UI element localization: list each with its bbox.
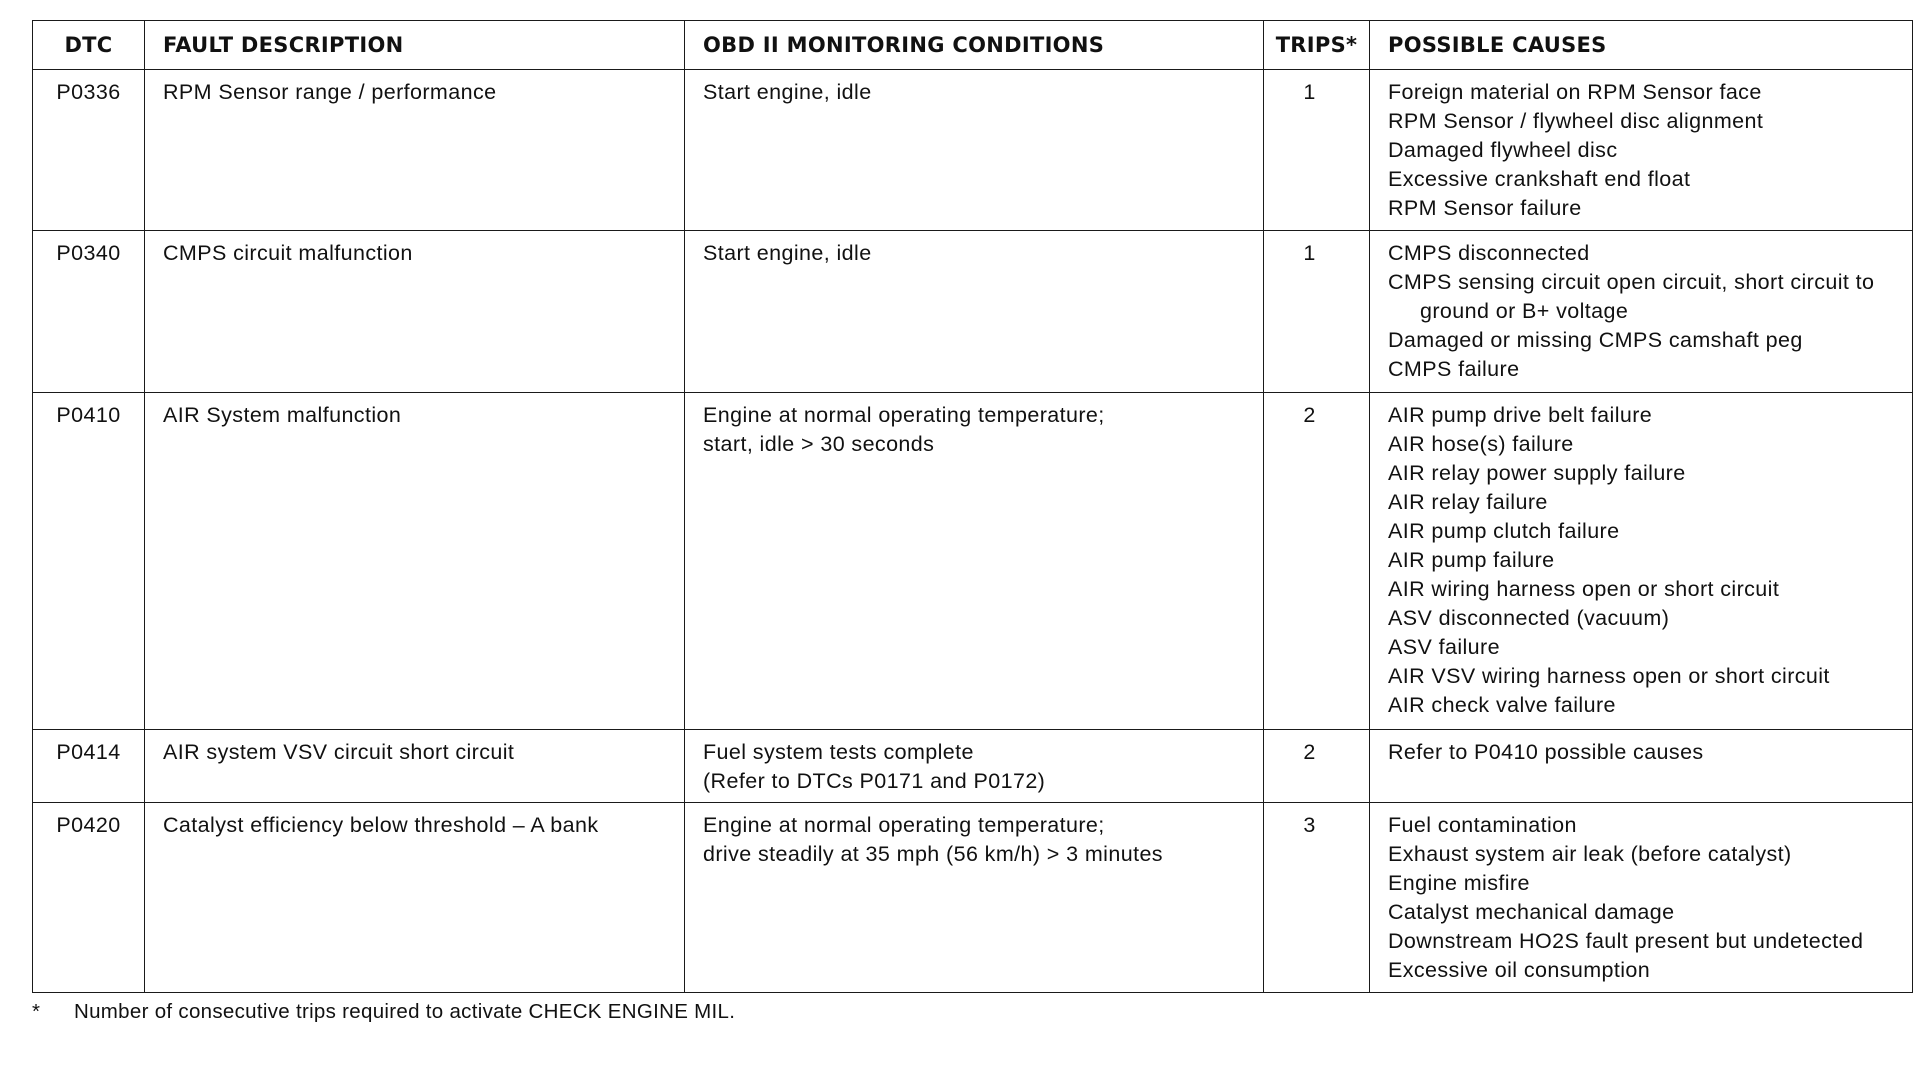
possible-causes-cell [1370,393,1913,730]
dtc-code-cell [33,730,145,803]
possible-cause-item: RPM Sensor failure [1388,196,1582,220]
fault-description-cell [145,231,685,393]
possible-causes-cell [1370,70,1913,231]
possible-cause-item: Damaged flywheel disc [1388,138,1618,162]
possible-cause-item: Excessive crankshaft end float [1388,167,1691,191]
header-trips: TRIPS* [1264,21,1370,70]
trips-count: 1 [1303,80,1316,104]
possible-cause-item: CMPS failure [1388,357,1520,381]
possible-cause-item: RPM Sensor / flywheel disc alignment [1388,109,1764,133]
dtc-code-cell [33,803,145,993]
possible-cause-item: CMPS disconnected [1388,241,1590,265]
fault-description-cell [145,393,685,730]
table-header-row [33,21,1913,70]
possible-cause-item: Fuel contamination [1388,813,1577,837]
header-possible-causes: POSSIBLE CAUSES [1370,21,1913,70]
table-body [33,70,1913,993]
monitoring-conditions-cell [685,730,1264,803]
fault-description: AIR System malfunction [163,403,402,427]
monitoring-condition-line: Fuel system tests complete [703,740,974,764]
trips-count: 3 [1303,813,1316,837]
possible-causes-cell [1370,231,1913,393]
possible-cause-item: AIR check valve failure [1388,693,1616,717]
possible-cause-item: Downstream HO2S fault present but undetected [1388,929,1864,953]
possible-cause-item: CMPS sensing circuit open circuit, short circuit to ground or B+ voltage [1388,270,1875,323]
possible-cause-item: Engine misfire [1388,871,1530,895]
table-row [33,70,1913,231]
monitoring-conditions-cell [685,231,1264,393]
trips-cell [1264,393,1370,730]
table-row [33,730,1913,803]
header-dtc: DTC [33,21,145,70]
fault-description-cell [145,70,685,231]
possible-cause-item: AIR VSV wiring harness open or short circuit [1388,664,1830,688]
possible-cause-item: Foreign material on RPM Sensor face [1388,80,1762,104]
monitoring-condition-line: drive steadily at 35 mph (56 km/h) > 3 minutes [703,842,1163,866]
possible-causes-cell [1370,730,1913,803]
possible-cause-item: AIR pump failure [1388,548,1555,572]
dtc-table [32,20,1913,993]
dtc-code-cell [33,70,145,231]
possible-cause-item: AIR pump clutch failure [1388,519,1620,543]
possible-cause-item: AIR pump drive belt failure [1388,403,1653,427]
fault-description: AIR system VSV circuit short circuit [163,740,515,764]
footnote [32,1000,735,1024]
dtc-code-cell [33,231,145,393]
fault-description: RPM Sensor range / performance [163,80,497,104]
header-fault-description: FAULT DESCRIPTION [145,21,685,70]
monitoring-conditions-cell [685,70,1264,231]
possible-cause-item: ASV failure [1388,635,1500,659]
trips-count: 2 [1303,740,1316,764]
table-row [33,393,1913,730]
trips-cell [1264,231,1370,393]
dtc-code: P0414 [56,740,121,764]
dtc-code: P0336 [56,80,121,104]
trips-cell [1264,803,1370,993]
dtc-document [32,20,1912,993]
possible-cause-item: AIR wiring harness open or short circuit [1388,577,1780,601]
fault-description-cell [145,803,685,993]
possible-cause-item: AIR hose(s) failure [1388,432,1574,456]
monitoring-condition-line: Start engine, idle [703,80,872,104]
trips-cell [1264,730,1370,803]
footnote-mark: * [32,1000,41,1023]
footnote-text: Number of consecutive trips required to activate CHECK ENGINE MIL. [74,1000,736,1023]
possible-cause-item: AIR relay power supply failure [1388,461,1686,485]
dtc-code: P0420 [56,813,121,837]
possible-causes-cell [1370,803,1913,993]
table-row [33,231,1913,393]
monitoring-conditions-cell [685,393,1264,730]
monitoring-condition-line: Engine at normal operating temperature; [703,403,1105,427]
possible-cause-item: Damaged or missing CMPS camshaft peg [1388,328,1803,352]
table-row [33,803,1913,993]
monitoring-condition-line: Engine at normal operating temperature; [703,813,1105,837]
dtc-code-cell [33,393,145,730]
fault-description-cell [145,730,685,803]
monitoring-condition-line: (Refer to DTCs P0171 and P0172) [703,769,1046,793]
possible-cause-item: AIR relay failure [1388,490,1548,514]
header-monitoring-conditions: OBD II MONITORING CONDITIONS [685,21,1264,70]
trips-count: 1 [1303,241,1316,265]
dtc-code: P0340 [56,241,121,265]
monitoring-condition-line: start, idle > 30 seconds [703,432,935,456]
possible-cause-item: Refer to P0410 possible causes [1388,740,1704,764]
trips-count: 2 [1303,403,1316,427]
possible-cause-item: ASV disconnected (vacuum) [1388,606,1670,630]
dtc-code: P0410 [56,403,121,427]
possible-cause-item: Exhaust system air leak (before catalyst) [1388,842,1792,866]
fault-description: CMPS circuit malfunction [163,241,413,265]
possible-cause-item: Catalyst mechanical damage [1388,900,1675,924]
monitoring-condition-line: Start engine, idle [703,241,872,265]
monitoring-conditions-cell [685,803,1264,993]
possible-cause-item: Excessive oil consumption [1388,958,1651,982]
trips-cell [1264,70,1370,231]
fault-description: Catalyst efficiency below threshold – A bank [163,813,599,837]
